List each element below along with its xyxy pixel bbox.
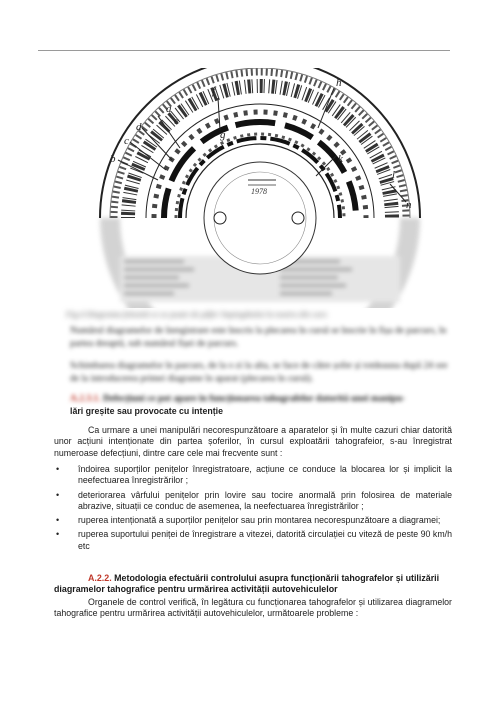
closing-paragraph (54, 597, 452, 620)
bullet-icon: • (56, 489, 60, 500)
figure-label-c: c (124, 135, 129, 147)
header-rule (38, 50, 450, 51)
section-heading-a22 (54, 573, 454, 596)
bullet-icon: • (56, 464, 60, 474)
figure-label-a: a (166, 103, 172, 115)
list-item: • deteriorarea vârfului penițelor prin lovire sau tocire anormală prin folosirea de materiale abrazive, situații ce conduc de asemenea, la neefectuarea înregistrărilor ; (56, 489, 452, 511)
figure-label-k: k (338, 153, 343, 165)
figure-label-l: l (392, 169, 396, 181)
section-title: Metodologia efectuării controlului asupra funcționării tahografelor și utilizării diagramelor tahografice pentru urmărirea activității autovehiculelor (54, 573, 440, 595)
section-title-continuation: lări greșite sau provocate cu intenție (70, 406, 224, 416)
closing-text: Organele de control verifică, în legătura cu funcționarea tahografelor și utilizarea diagramelor tahografice pentru urmărirea activității autovehiculelor, următoarele probleme : (54, 597, 452, 619)
figure-label-n: n (406, 199, 412, 211)
disc-upper (100, 68, 420, 274)
list-item: • ruperea intenționată a suporților penițelor sau prin montarea necorespunzătoare a diagramei; (56, 515, 441, 526)
figure-label-e: e (174, 115, 179, 127)
paragraph-2: Schimbarea diagramelor în parcurs, de la o zi la alta, se face de către șofer și totdeauna după 24 ore de la introducerea primei diagrame în aparat (plecarea în cursă). (70, 361, 448, 384)
figure-label-d: d (136, 121, 142, 133)
bullet-icon: • (56, 529, 60, 540)
paragraph-1: Numărul diagramelor de înregistrare este înscris la plecarea în cursă se înscrie în fișa de parcurs, în partea dreaptă, sub numărul fișei de parcurs. (70, 326, 447, 349)
figure-label-f: f (212, 85, 216, 97)
bullet-icon: • (56, 515, 60, 526)
disc-center-value: 1978 (251, 187, 267, 196)
defects-list (54, 464, 452, 555)
figure-caption: Fig.4 Diagrama folosită ce se poate de păfer împingătului la nostru din curs (66, 309, 327, 319)
section-title-blurred: Defecțiuni ce pot apare în funcționarea tahografelor datorită unei manipu- (103, 394, 406, 404)
section-number: A.2.2. (88, 573, 112, 583)
list-item: • îndoirea suporților penițelor înregistratoare, acțiune ce conduce la blocarea lor și implicit la neefectuarea înregistrărilor ; (56, 464, 452, 486)
section-number: A.2.3.1. (70, 394, 101, 404)
intro-paragraph (54, 425, 452, 459)
intro-text: Ca urmare a unei manipulări necorespunzătoare a aparatelor și în multe cazuri chiar datorită unor acțiuni intenționate din partea șoferilor, în cursul exploatării tahografeior, s-au înregistrat numeroase defecțiuni, dintre care cele mai frecvente sunt : (54, 425, 452, 458)
figure-label-h: h (336, 77, 342, 89)
section-heading-a231 (70, 393, 452, 416)
tachograph-disc-figure (80, 68, 440, 308)
figure-label-b: b (110, 153, 116, 165)
list-item: • ruperea suportului peniței de înregistrare a vitezei, datorită circulației cu viteză de peste 90 km/h etc (56, 529, 452, 551)
figure-label-g: g (220, 129, 226, 141)
